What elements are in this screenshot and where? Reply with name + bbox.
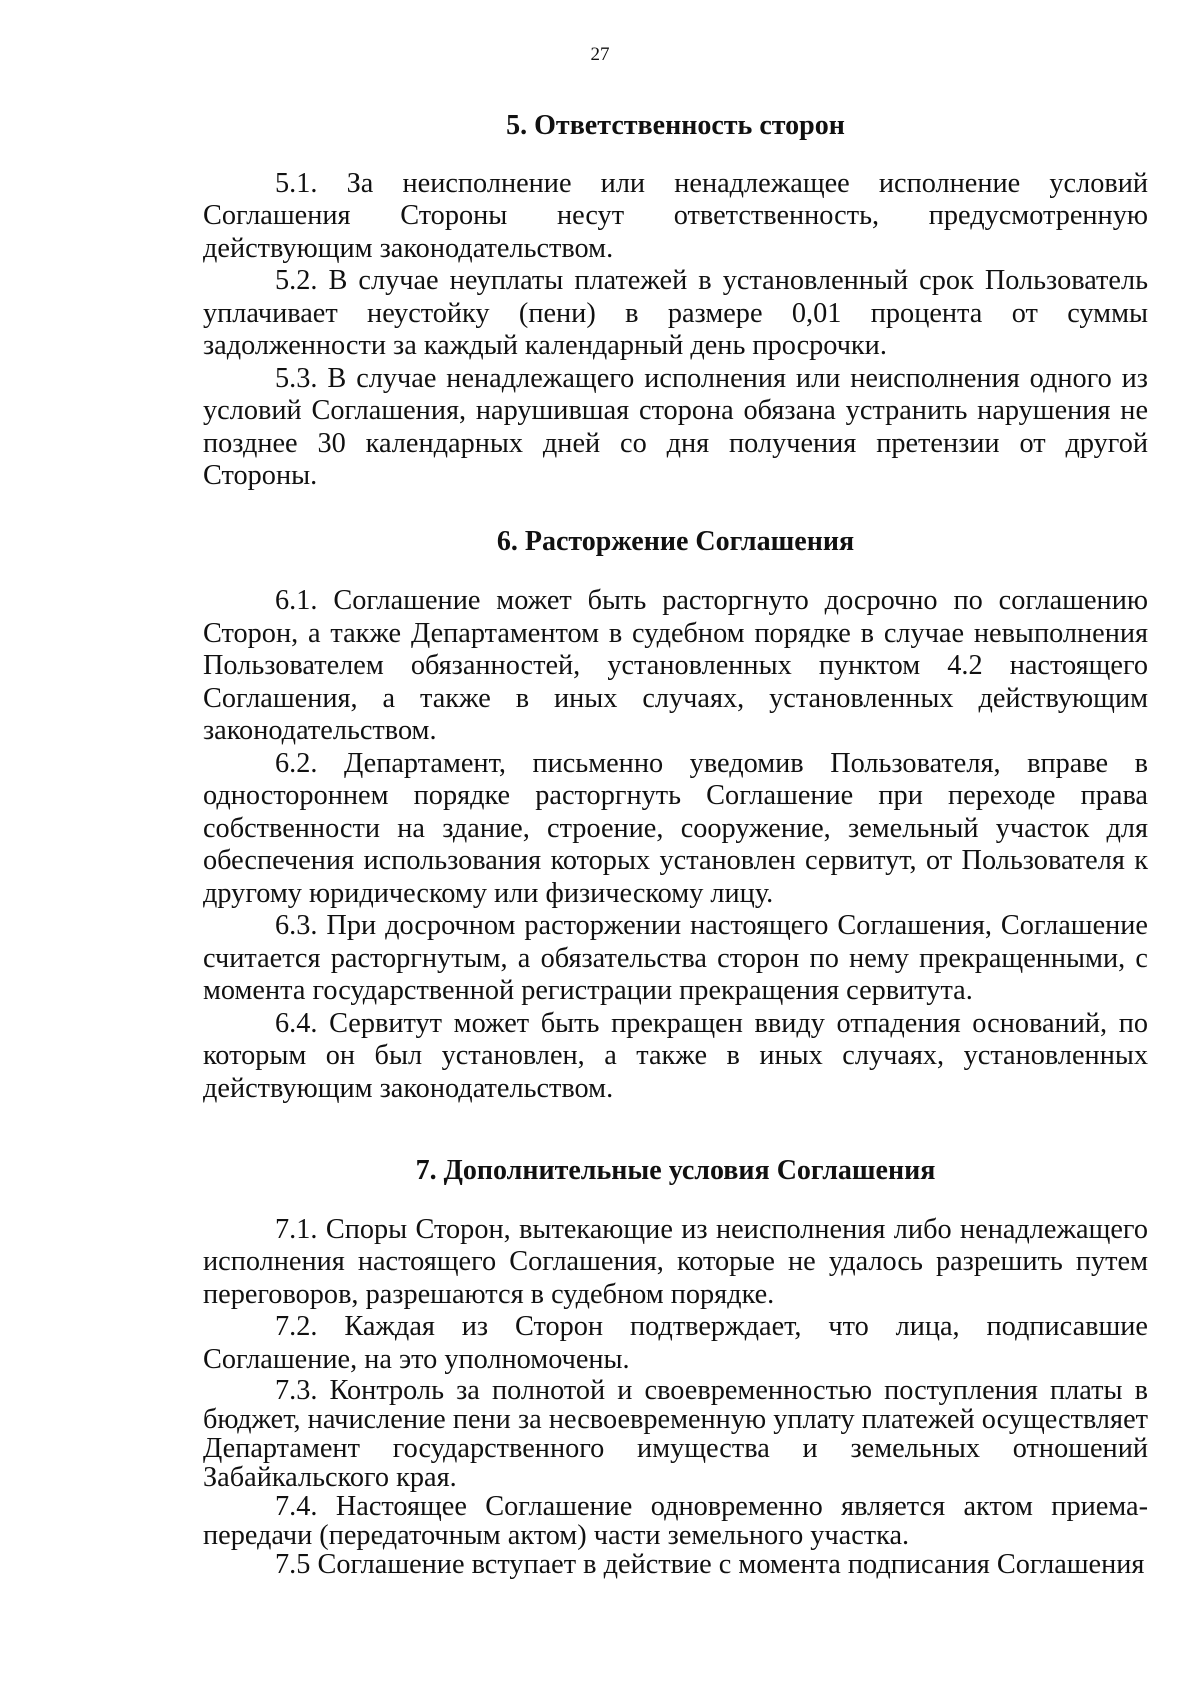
clause-7-4: 7.4. Настоящее Соглашение одновременно является актом приема-передачи (передаточным актом) части земельного участка. bbox=[203, 1491, 1148, 1551]
section-title-additional-terms: 7. Дополнительные условия Соглашения bbox=[415, 1155, 936, 1186]
clause-5-2: 5.2. В случае неуплаты платежей в установленный срок Пользователь уплачивает неустойку (пени) в размере 0,01 процента от суммы задолженности за каждый календарный день просрочки. bbox=[203, 265, 1148, 361]
page-number: 27 bbox=[590, 44, 610, 65]
section-title-responsibility: 5. Ответственность сторон bbox=[506, 110, 845, 141]
clause-6-1: 6.1. Соглашение может быть расторгнуто досрочно по соглашению Сторон, а также Департаментом в судебном порядке в случае невыполнения Пользователем обязанностей, установленных пунктом 4.2 настоящего Соглашения, а также в иных случаях, установленных действующим законодательством. bbox=[203, 585, 1148, 746]
clause-7-3: 7.3. Контроль за полнотой и своевременностью поступления платы в бюджет, начисление пени за несвоевременную уплату платежей осуществляет Департамент государственного имущества и земельных отношений Забайкальского края. bbox=[203, 1375, 1148, 1493]
clause-7-2: 7.2. Каждая из Сторон подтверждает, что лица, подписавшие Соглашение, на это уполномочены. bbox=[203, 1311, 1148, 1375]
clause-6-2: 6.2. Департамент, письменно уведомив Пользователя, вправе в одностороннем порядке расторгнуть Соглашение при переходе права собственности на здание, строение, сооружение, земельный участок для обеспечения использования которых установлен сервитут, от Пользователя к другому юридическому или физическому лицу. bbox=[203, 747, 1148, 909]
clause-7-1: 7.1. Споры Сторон, вытекающие из неисполнения либо ненадлежащего исполнения настоящего Соглашения, которые не удалось разрешить путем переговоров, разрешаются в судебном порядке. bbox=[203, 1213, 1148, 1310]
clause-6-4: 6.4. Сервитут может быть прекращен ввиду отпадения оснований, по которым он был установлен, а также в иных случаях, установленных действующим законодательством. bbox=[203, 1007, 1148, 1104]
clause-5-1: 5.1. За неисполнение или ненадлежащее исполнение условий Соглашения Стороны несут ответственность, предусмотренную действующим законодательством. bbox=[203, 167, 1148, 264]
section-title-termination: 6. Расторжение Соглашения bbox=[496, 525, 855, 557]
clause-7-5: 7.5 Соглашение вступает в действие с момента подписания Соглашения bbox=[275, 1549, 1145, 1580]
document-body bbox=[203, 110, 1148, 1579]
clause-6-3: 6.3. При досрочном расторжении настоящего Соглашения, Соглашение считается расторгнутым, а обязательства сторон по нему прекращенными, с момента государственной регистрации прекращения сервитута. bbox=[203, 910, 1148, 1006]
clause-5-3: 5.3. В случае ненадлежащего исполнения или неисполнения одного из условий Соглашения, нарушившая сторона обязана устранить нарушения не позднее 30 календарных дней со дня получения претензии от другой Стороны. bbox=[203, 362, 1148, 491]
